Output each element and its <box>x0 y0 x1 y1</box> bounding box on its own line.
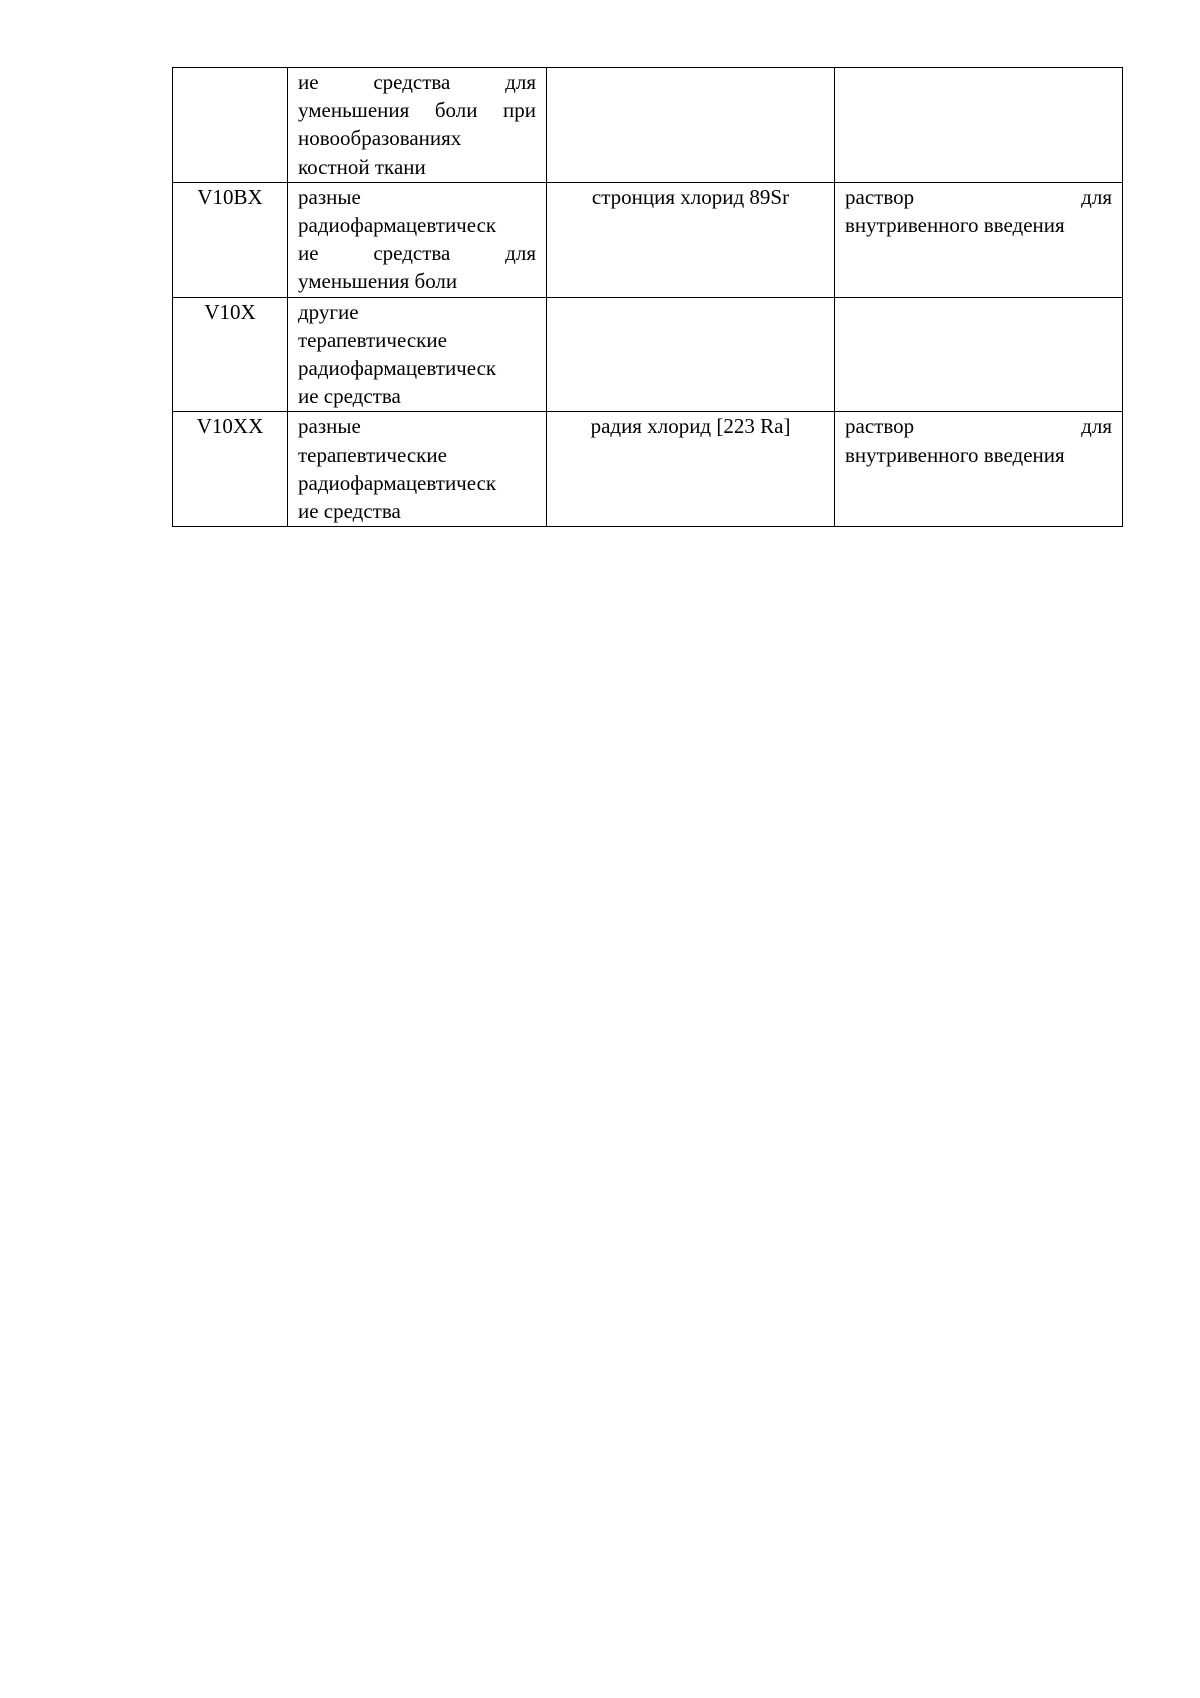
group-text-line: разные <box>298 414 361 439</box>
group-text-line: ие средства <box>298 384 401 409</box>
dosage-form-cell <box>835 182 1123 297</box>
form-text-line: раствор для <box>845 414 1112 439</box>
drug-name-cell <box>547 297 835 412</box>
group-text-line: ие средства <box>298 499 401 524</box>
group-text-line: терапевтические <box>298 327 447 352</box>
anatomical-group-cell <box>288 68 547 183</box>
group-text-line: новообразованиях <box>298 126 462 151</box>
group-text-line: другие <box>298 299 359 324</box>
group-text-line: ие средства для <box>298 70 536 94</box>
group-text-line: разные <box>298 184 361 209</box>
drug-name-cell: радия хлорид [223 Ra] <box>547 412 835 527</box>
medication-table <box>172 67 1123 527</box>
table-row <box>173 68 1123 183</box>
group-text-line: терапевтические <box>298 442 447 467</box>
group-text-line: радиофармацевтическ <box>298 470 497 495</box>
anatomical-group-cell <box>288 182 547 297</box>
table-row <box>173 182 1123 297</box>
group-text-line: ие средства для <box>298 241 536 266</box>
form-text-line: раствор для <box>845 184 1112 209</box>
atc-code-cell: V10XX <box>173 412 288 527</box>
anatomical-group-cell <box>288 412 547 527</box>
group-text-line: уменьшения боли при <box>298 98 536 123</box>
group-text-line: радиофармацевтическ <box>298 356 497 381</box>
form-text-line: внутривенного введения <box>845 213 1065 238</box>
drug-name-cell: стронция хлорид 89Sr <box>547 182 835 297</box>
table-row <box>173 412 1123 527</box>
dosage-form-cell <box>835 297 1123 412</box>
group-text-line: костной ткани <box>298 154 426 179</box>
group-text-line: радиофармацевтическ <box>298 213 497 238</box>
atc-code-cell <box>173 68 288 183</box>
table-row <box>173 297 1123 412</box>
dosage-form-cell <box>835 68 1123 183</box>
group-text-line: уменьшения боли <box>298 269 458 294</box>
atc-code-cell: V10BX <box>173 182 288 297</box>
form-text-line: внутривенного введения <box>845 442 1065 467</box>
anatomical-group-cell <box>288 297 547 412</box>
dosage-form-cell <box>835 412 1123 527</box>
atc-code-cell: V10X <box>173 297 288 412</box>
drug-name-cell <box>547 68 835 183</box>
